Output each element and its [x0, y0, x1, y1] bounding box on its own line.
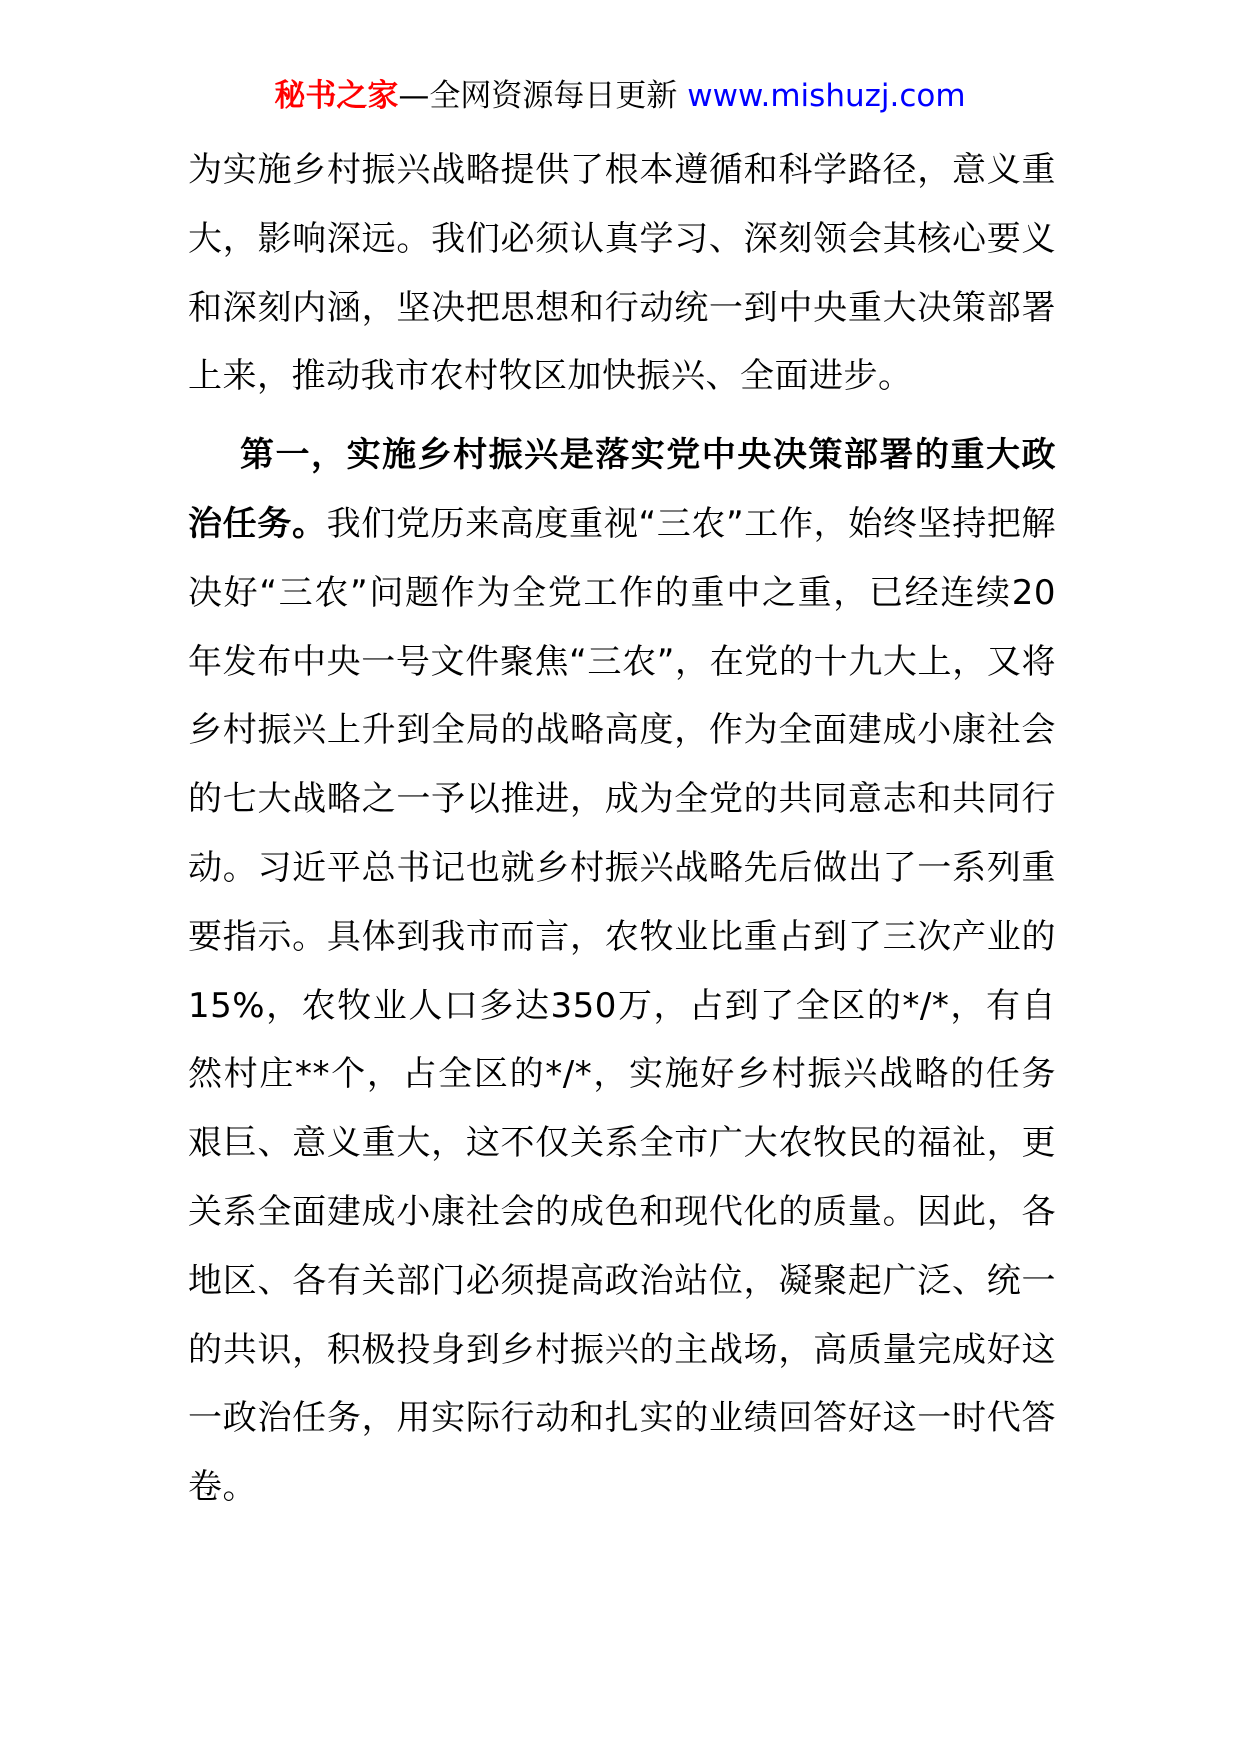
paragraph-2 — [188, 421, 1056, 1522]
page-header — [0, 70, 1240, 122]
header-url-link[interactable]: www.mishuzj.com — [687, 78, 966, 114]
paragraph-2-text: 我们党历来高度重视“三农”工作，始终坚持把解决好“三农”问题作为全党工作的重中之重，已经连续20年发布中央一号文件聚焦“三农”，在党的十九大上，又将乡村振兴上升到全局的战略高度，作为全面建成小康社会的七大战略之一予以推进，成为全党的共同意志和共同行动。习近平总书记也就乡村振兴战略先后做出了一系列重要指示。具体到我市而言，农牧业比重占到了三次产业的15%，农牧业人口多达350万，占到了全区的*/*，有自然村庄**个，占全区的*/*，实施好乡村振兴战略的任务艰巨、意义重大，这不仅关系全市广大农牧民的福祉，更关系全面建成小康社会的成色和现代化的质量。因此，各地区、各有关部门必须提高政治站位，凝聚起广泛、统一的共识，积极投身到乡村振兴的主战场，高质量完成好这一政治任务，用实际行动和扎实的业绩回答好这一时代答卷。 — [188, 503, 1056, 1508]
document-body — [188, 136, 1056, 1522]
header-slogan: —全网资源每日更新 — [398, 78, 688, 114]
paragraph-2-heading: 第一，实施乡村振兴是落实党中央决策部署的重大政治任务。 — [188, 435, 1056, 544]
header-brand: 秘书之家 — [274, 78, 399, 114]
paragraph-1: 为实施乡村振兴战略提供了根本遵循和科学路径，意义重大，影响深远。我们必须认真学习、深刻领会其核心要义和深刻内涵，坚决把思想和行动统一到中央重大决策部署上来，推动我市农村牧区加快振兴、全面进步。 — [188, 150, 1056, 397]
